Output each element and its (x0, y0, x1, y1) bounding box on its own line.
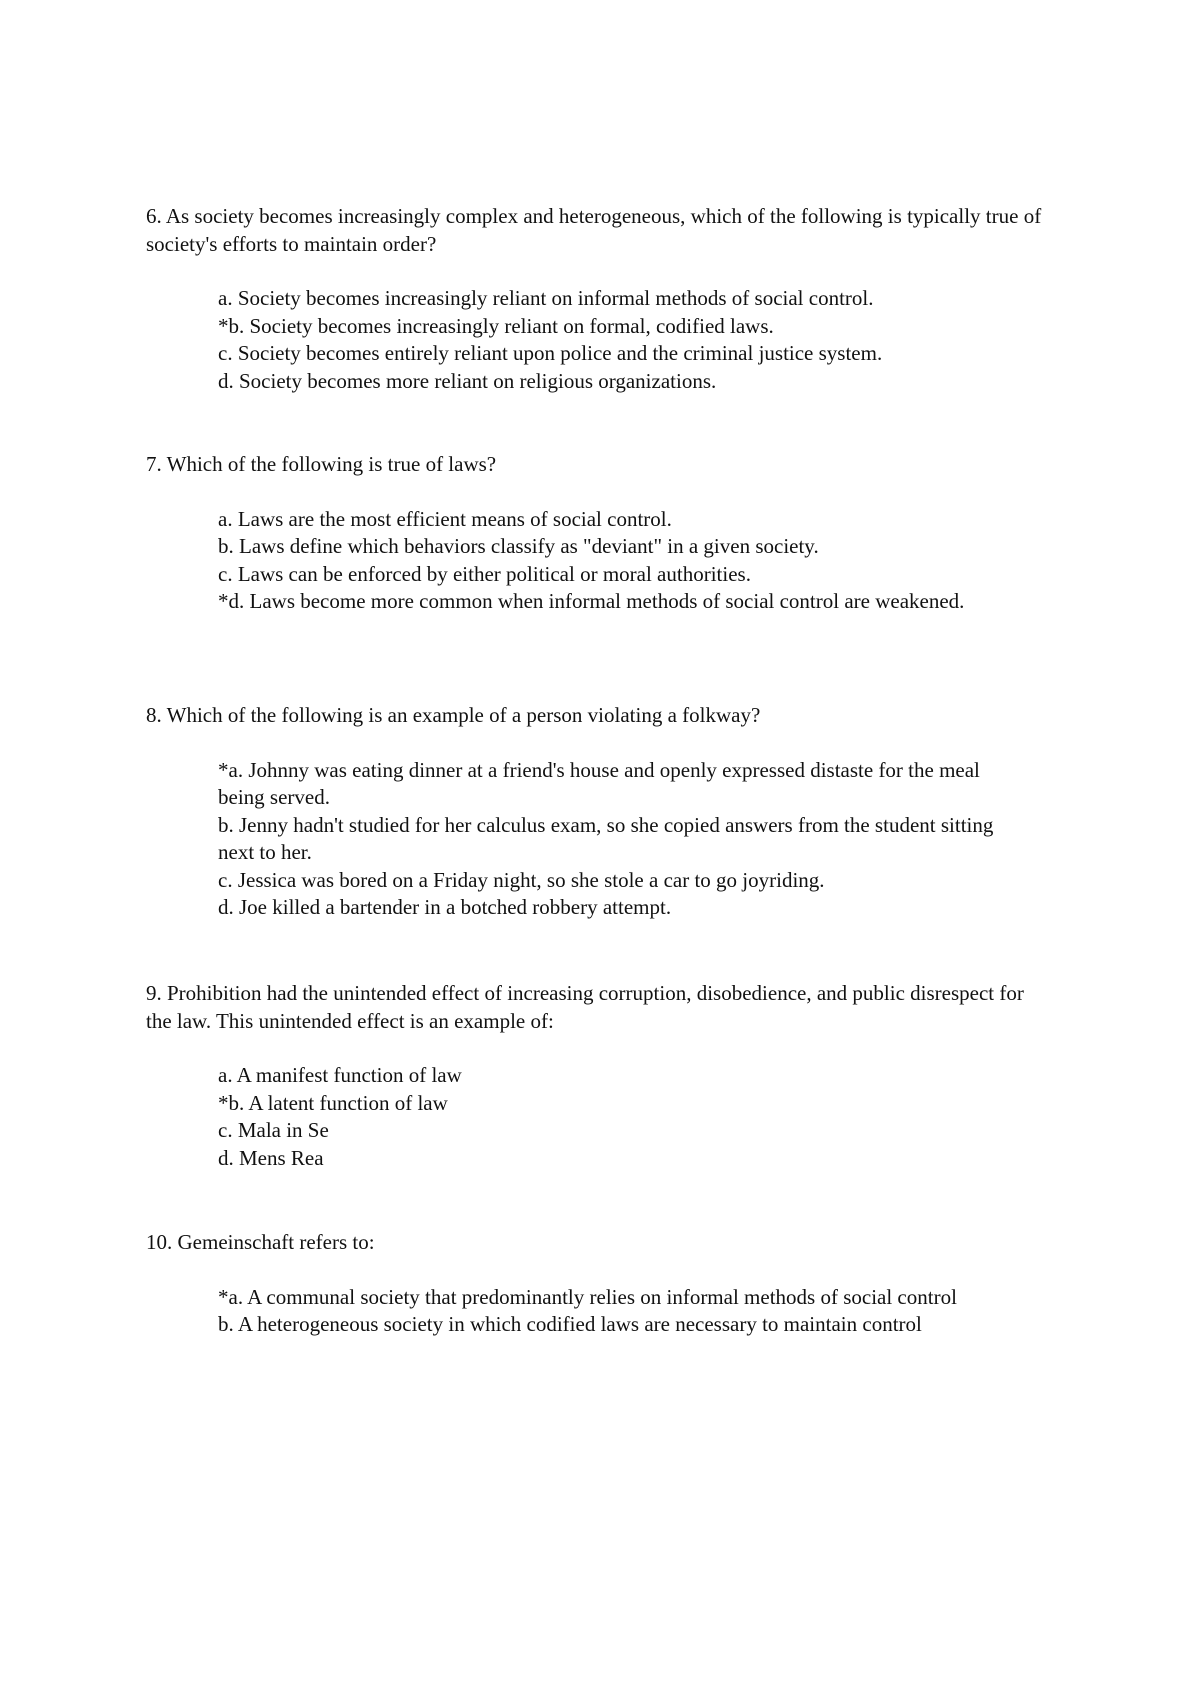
question-9 (146, 980, 1046, 1172)
answer-option: b. Jenny hadn't studied for her calculus exam, so she copied answers from the student sitting next to her. (218, 812, 994, 864)
answer-options (218, 1062, 1018, 1172)
question-text: 9. Prohibition had the unintended effect of increasing corruption, disobedience, and public disrespect for the law. This unintended effect is an example of: (146, 981, 1024, 1033)
answer-option: c. Mala in Se (218, 1118, 329, 1142)
answer-option: b. Laws define which behaviors classify as "deviant" in a given society. (218, 534, 819, 558)
question-text: 6. As society becomes increasingly complex and heterogeneous, which of the following is typically true of society's efforts to maintain order? (146, 204, 1042, 256)
answer-option: a. Society becomes increasingly reliant on informal methods of social control. (218, 286, 874, 310)
question-7 (146, 451, 1046, 616)
answer-option: a. Laws are the most efficient means of social control. (218, 506, 672, 531)
answer-option: c. Society becomes entirely reliant upon police and the criminal justice system. (218, 341, 883, 365)
answer-option: c. Jessica was bored on a Friday night, so she stole a car to go joyriding. (218, 867, 825, 892)
question-10 (146, 1229, 1046, 1339)
answer-options (218, 757, 1018, 922)
answer-option: d. Society becomes more reliant on religious organizations. (218, 368, 717, 393)
answer-option: d. Mens Rea (218, 1145, 324, 1170)
question-text: 10. Gemeinschaft refers to: (146, 1230, 375, 1254)
answer-option: *a. A communal society that predominantly relies on informal methods of social control (218, 1284, 957, 1309)
answer-option: *d. Laws become more common when informal methods of social control are weakened. (218, 589, 965, 613)
answer-option: d. Joe killed a bartender in a botched robbery attempt. (218, 895, 672, 919)
answer-option: b. A heterogeneous society in which codified laws are necessary to maintain control (218, 1312, 922, 1336)
answer-options (218, 285, 1018, 395)
question-text: 8. Which of the following is an example of a person violating a folkway? (146, 703, 761, 727)
answer-option: *b. Society becomes increasingly reliant on formal, codified laws. (218, 313, 774, 338)
question-8 (146, 702, 1046, 922)
answer-option: *a. Johnny was eating dinner at a friend's house and openly expressed distaste for the meal being served. (218, 757, 980, 809)
question-6 (146, 203, 1046, 395)
answer-option: *b. A latent function of law (218, 1090, 448, 1115)
answer-options (218, 1284, 1018, 1339)
answer-options (218, 506, 1018, 616)
answer-option: a. A manifest function of law (218, 1063, 462, 1087)
answer-option: c. Laws can be enforced by either political or moral authorities. (218, 561, 751, 586)
question-text: 7. Which of the following is true of laws? (146, 452, 497, 476)
